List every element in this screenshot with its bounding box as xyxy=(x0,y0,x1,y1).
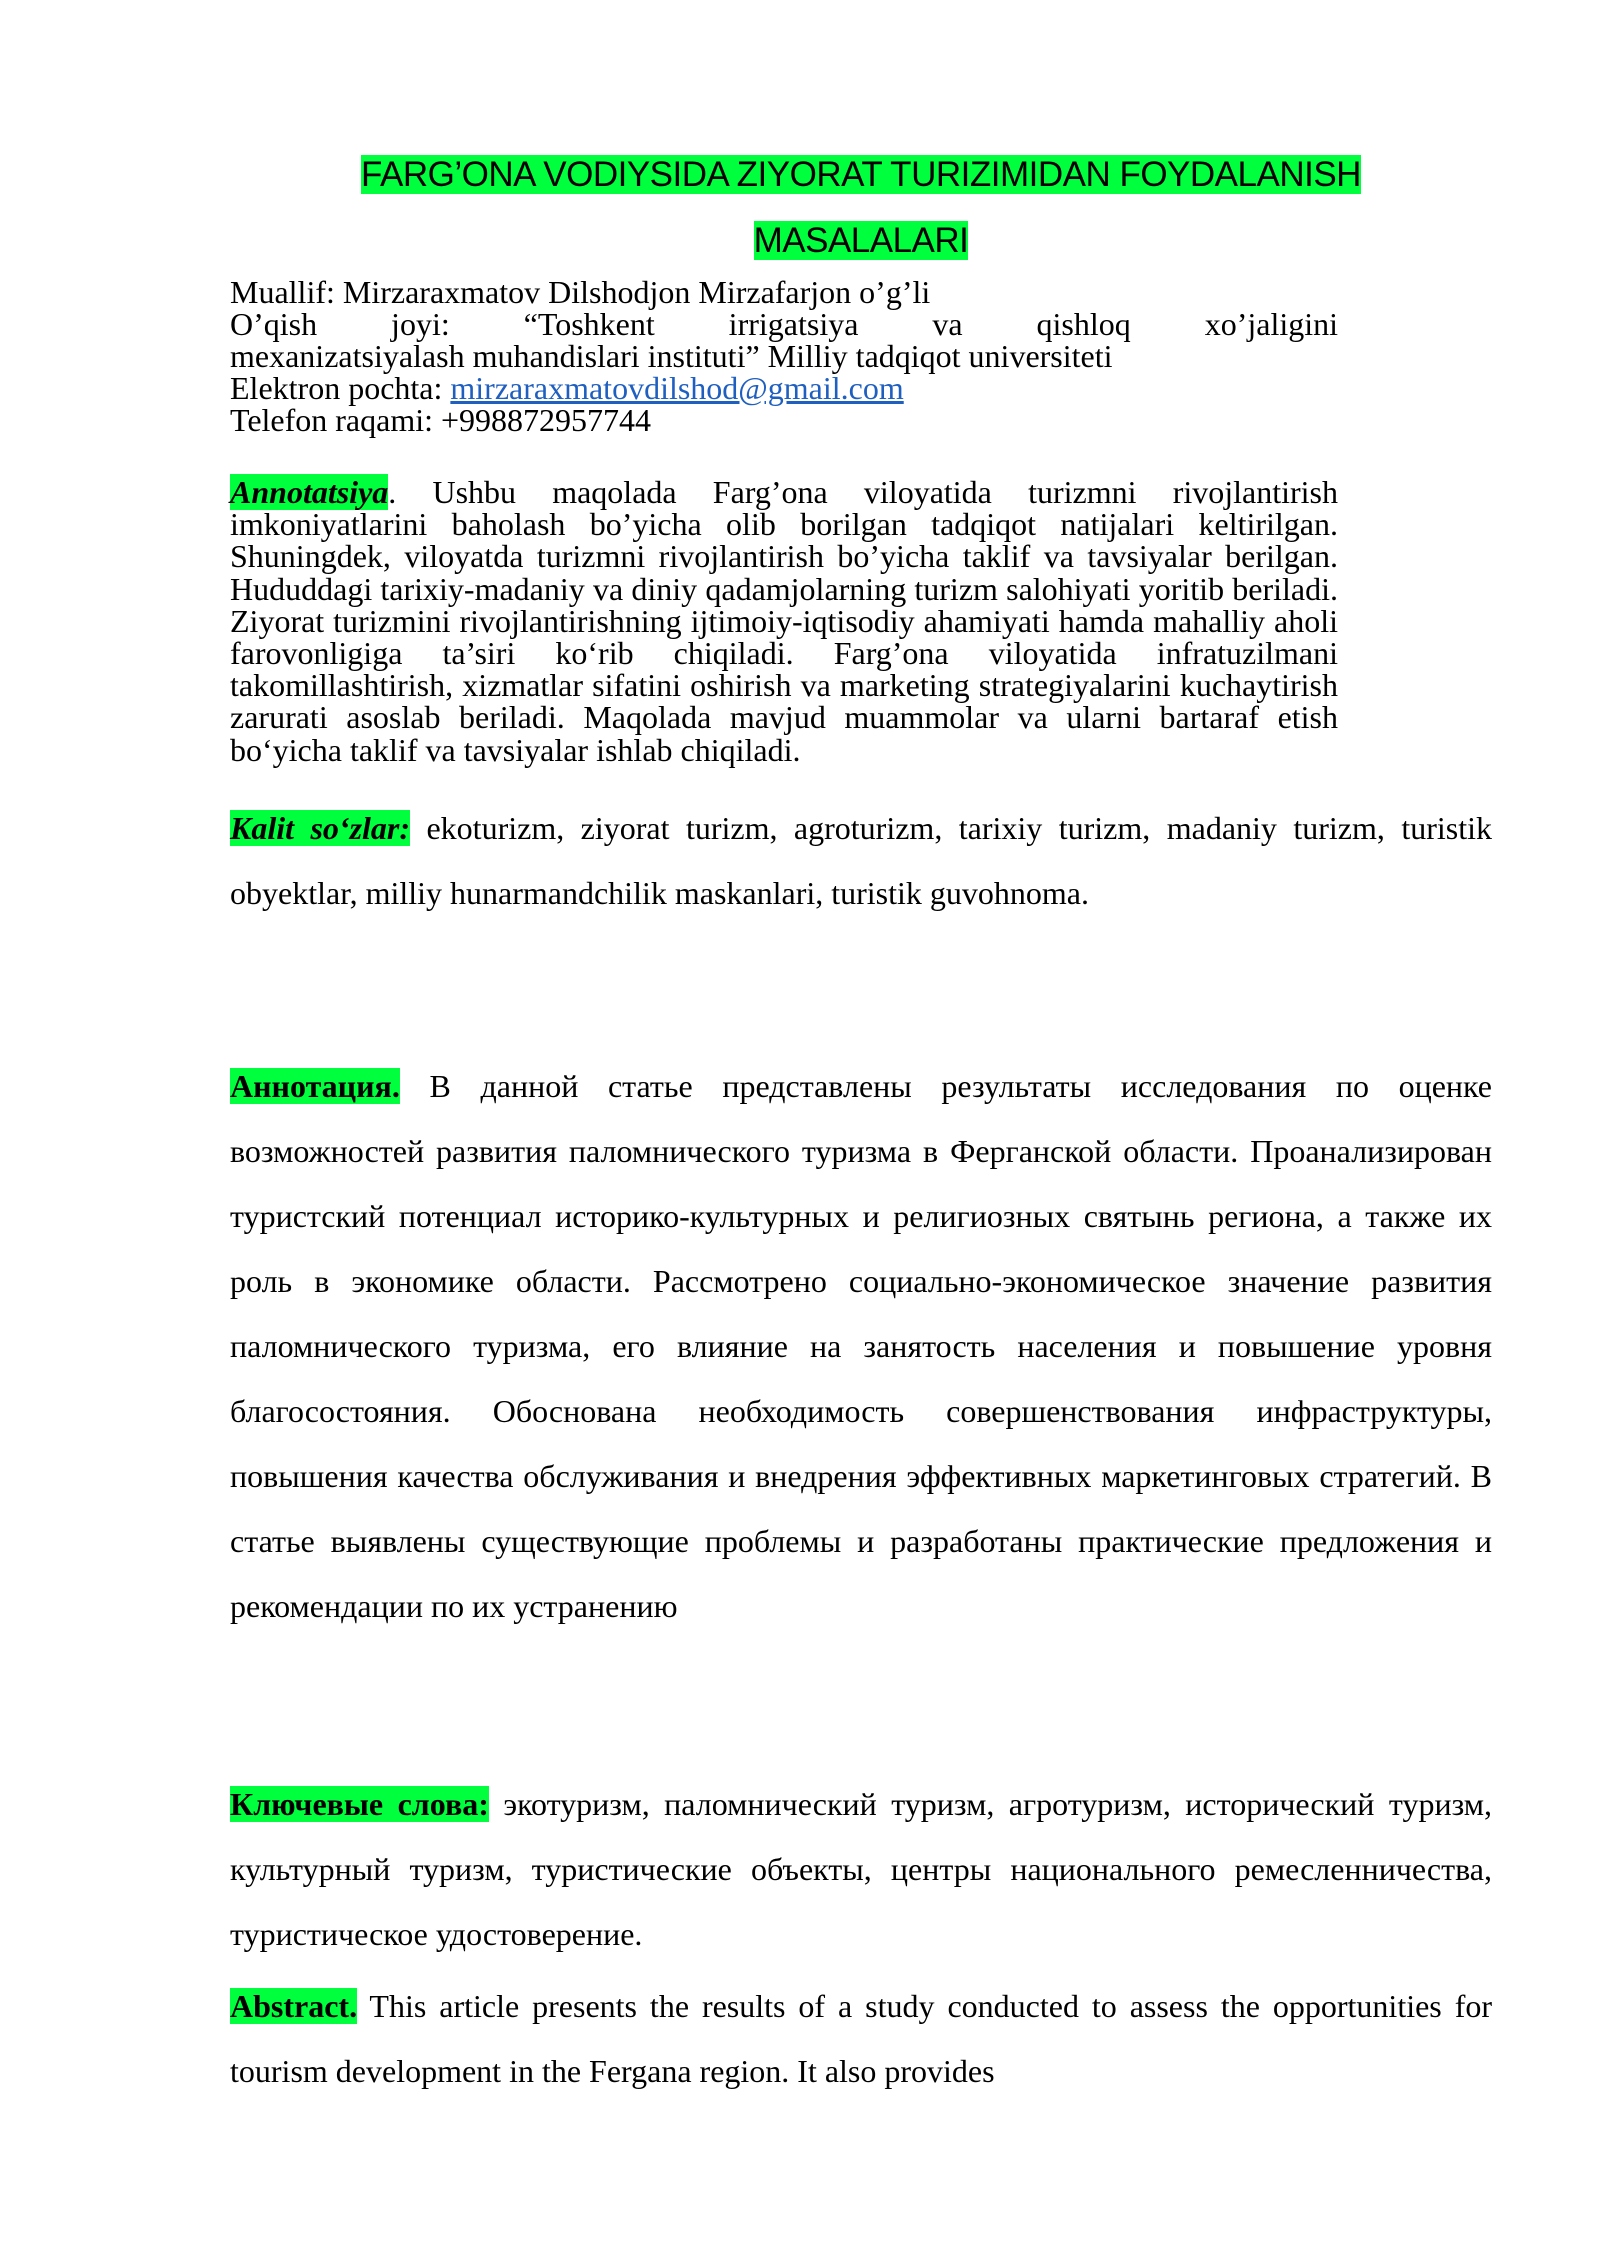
annotation-uz xyxy=(230,476,1338,766)
abstract-en-label: Abstract. xyxy=(230,1988,358,2024)
author-info xyxy=(230,276,1338,436)
keywords-uz xyxy=(230,796,1492,926)
phone-line: Telefon raqami: +998872957744 xyxy=(230,402,652,438)
keywords-ru xyxy=(230,1772,1492,1967)
article-title xyxy=(230,142,1492,274)
keywords-ru-text: экотуризм, паломнический туризм, агротуризм, исторический туризм, культурный туризм, туристические объекты, центры национального ремесленничества, туристическое удостоверение. xyxy=(230,1786,1492,1952)
annotation-ru-text: В данной статье представлены результаты исследования по оценке возможностей развития паломнического туризма в Ферганской области. Проанализирован туристский потенциал историко-культурных и религиозных святынь региона, а также их роль в экономике области. Рассмотрено социально-экономическое значение развития паломнического туризма, его влияние на занятость населения и повышение уровня благосостояния. Обоснована необходимость совершенствования инфраструктуры, повышения качества обслуживания и внедрения эффективных маркетинговых стратегий. В статье выявлены существующие проблемы и разработаны практические предложения и рекомендации по их устранению xyxy=(230,1068,1492,1624)
author-name: Muallif: Mirzaraxmatov Dilshodjon Mirzafarjon o’g’li xyxy=(230,274,931,310)
title-line-1: FARG’ONA VODIYSIDA ZIYORAT TURIZIMIDAN FOYDALANISH xyxy=(361,155,1361,194)
email-label: Elektron pochta: xyxy=(230,370,451,406)
abstract-en-text: This article presents the results of a study conducted to assess the opportunities for tourism development in the Fergana region. It also provides xyxy=(230,1988,1492,2089)
keywords-uz-text: ekoturizm, ziyorat turizm, agroturizm, tarixiy turizm, madaniy turizm, turistik obyektlar, milliy hunarmandchilik maskanlari, turistik guvohnoma. xyxy=(230,810,1493,911)
email-link[interactable]: mirzaraxmatovdilshod@gmail.com xyxy=(450,370,904,406)
annotation-uz-text: . Ushbu maqolada Farg’ona viloyatida turizmni rivojlantirish imkoniyatlarini baholash bo’yicha olib borilgan tadqiqot natijalari keltirilgan. Shuningdek, viloyatda turizmni rivojlantirish bo’yicha taklif va tavsiyalar berilgan. Hududdagi tarixiy-madaniy va diniy qadamjolarning turizm salohiyati yoritib beriladi. Ziyorat turizmini rivojlantirishning ijtimoiy-iqtisodiy ahamiyati hamda mahalliy aholi farovonligiga ta’siri ko‘rib chiqiladi. Farg’ona viloyatida infratuzilmani takomillashtirish, xizmatlar sifatini oshirish va marketing strategiyalarini kuchaytirish zarurati asoslab beriladi. Maqolada mavjud muammolar va ularni bartaraf etish bo‘yicha taklif va tavsiyalar ishlab chiqiladi. xyxy=(230,474,1338,768)
annotation-ru-label: Аннотация. xyxy=(230,1068,400,1104)
annotation-uz-label: Annotatsiya xyxy=(230,474,389,510)
keywords-ru-label: Ключевые слова: xyxy=(230,1786,489,1822)
keywords-uz-label: Kalit so‘zlar: xyxy=(230,810,411,846)
annotation-ru xyxy=(230,1054,1492,1639)
email-line xyxy=(230,372,1338,404)
abstract-en xyxy=(230,1974,1492,2104)
study-place-line-2: mexanizatsiyalash muhandislari instituti” Milliy tadqiqot universiteti xyxy=(230,338,1113,374)
title-line-2: MASALALARI xyxy=(753,221,969,260)
study-place-line-1: O’qish joyi: “Toshkent irrigatsiya va qishloq xo’jaligini xyxy=(230,306,1338,342)
